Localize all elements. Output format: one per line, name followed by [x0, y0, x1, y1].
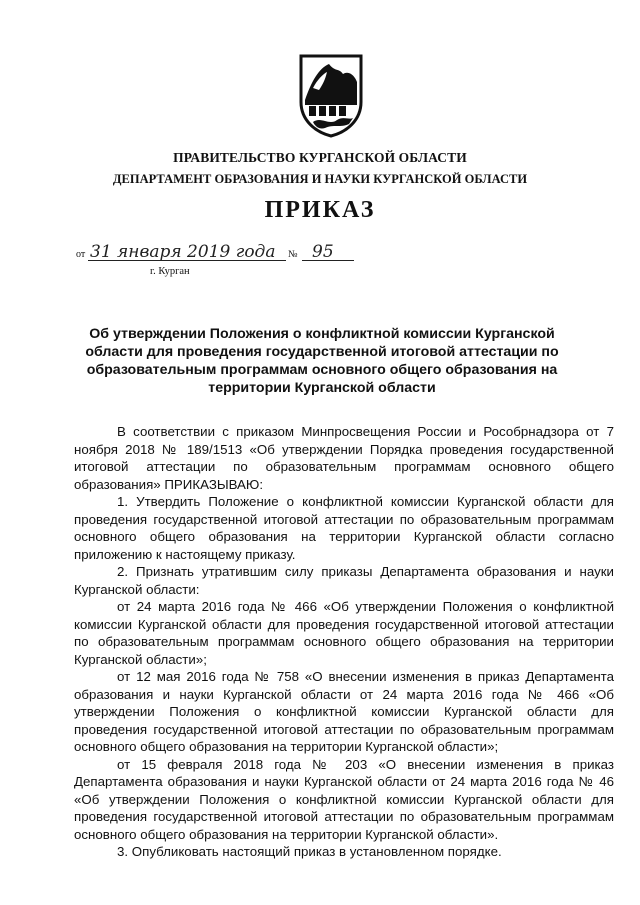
handwritten-date: 31 января 2019 года: [90, 242, 276, 262]
coat-of-arms-icon: [299, 54, 363, 138]
handwritten-number: 95: [312, 242, 334, 262]
paragraph-preamble: В соответствии с приказом Минпросвещения России и Рособрнадзора от 7 ноября 2018 № 189/1513 «Об утверждении Порядка проведения государственной итоговой аттестации по образовательным программам основного общего образования» ПРИКАЗЫВАЮ:: [74, 424, 614, 492]
paragraph-repealed-order-2: от 12 мая 2016 года № 758 «О внесении изменения в приказ Департамента образования и науки Курганской области от 24 марта 2016 года № 466 «Об утверждении Положения о конфликтной комиссии Курганской области для проведения государственной итоговой аттестации по образовательным программам основного общего образования на территории Курганской области»;: [74, 669, 614, 754]
dateline: [76, 240, 356, 264]
paragraph-repealed-order-3: от 15 февраля 2018 года № 203 «О внесении изменения в приказ Департамента образования и науки Курганской области от 24 марта 2016 года № 46 «Об утверждении Положения о конфликтной комиссии Курганской области для проведения государственной итоговой аттестации по образовательным программам основного общего образования на территории Курганской области».: [74, 756, 614, 842]
paragraph-item-3: 3. Опубликовать настоящий приказ в установленном порядке.: [117, 844, 502, 859]
department-name: ДЕПАРТАМЕНТ ОБРАЗОВАНИЯ И НАУКИ КУРГАНСКОЙ ОБЛАСТИ: [112, 172, 528, 186]
paragraph-item-2: 2. Признать утратившим силу приказы Департамента образования и науки Курганской области:: [74, 564, 614, 597]
city-label: г. Курган: [150, 266, 190, 277]
date-prefix: от: [76, 249, 86, 260]
government-name: ПРАВИТЕЛЬСТВО КУРГАНСКОЙ ОБЛАСТИ: [173, 150, 467, 165]
paragraph-repealed-order-1: от 24 марта 2016 года № 466 «Об утверждении Положения о конфликтной комиссии Курганской области для проведения государственной итоговой аттестации по образовательным программам основного общего образования на территории Курганской области»;: [74, 599, 614, 667]
paragraph-item-1: 1. Утвердить Положение о конфликтной комиссии Курганской области для проведения государственной итоговой аттестации по образовательным программам основного общего образования на территории Курганской области согласно приложению к настоящему приказу.: [74, 494, 614, 562]
number-label: №: [288, 249, 298, 260]
order-subject: Об утверждении Положения о конфликтной комиссии Курганской области для проведения государственной итоговой аттестации по образовательным программам основного общего образования на территории Курганской области: [85, 326, 559, 396]
order-body: [74, 423, 614, 861]
document-type-title: ПРИКАЗ: [264, 197, 376, 223]
